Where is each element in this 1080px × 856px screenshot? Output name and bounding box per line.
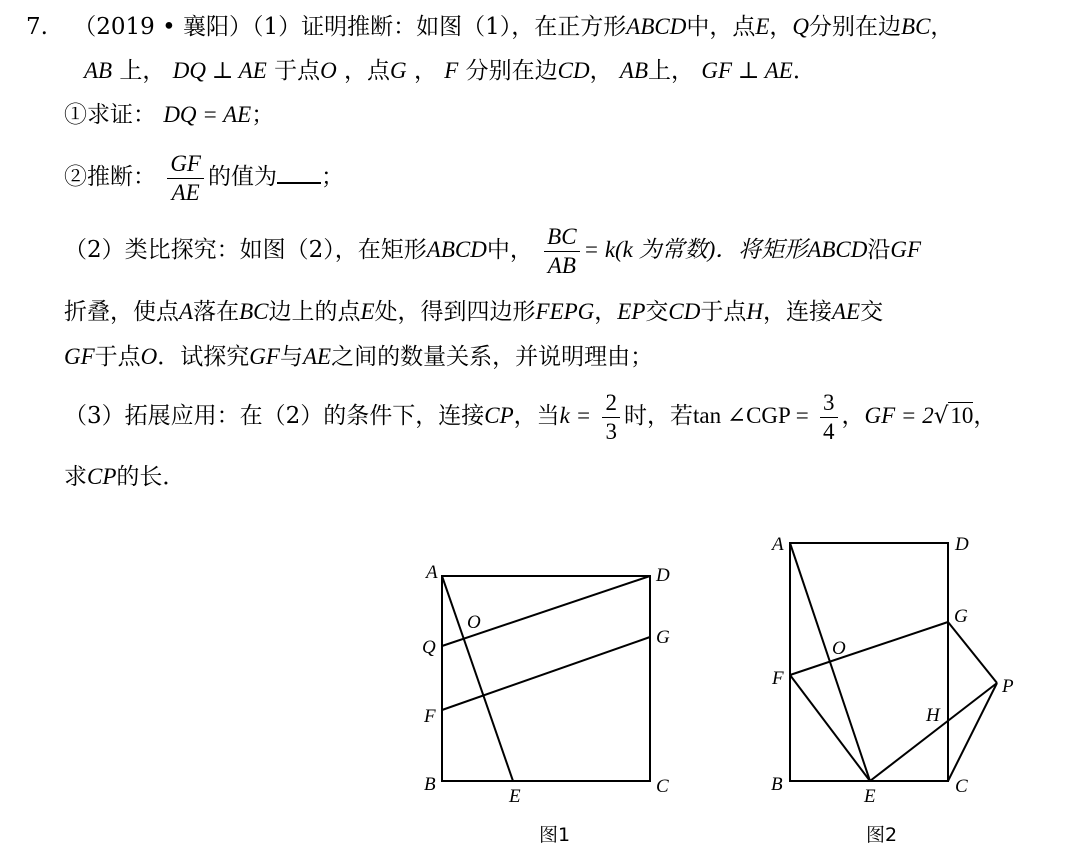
- text: 于点: [94, 344, 141, 370]
- text: 中，点: [686, 14, 756, 40]
- text: ；: [251, 102, 275, 128]
- k-eq: k =: [559, 403, 592, 428]
- q2-text: 的值为: [207, 164, 277, 190]
- part3-intro: （3）拓展应用：在（2）的条件下，连接: [64, 403, 485, 429]
- fig1-label-d: D: [656, 565, 670, 586]
- fig2-label-p: P: [1002, 676, 1014, 697]
- text-gf: GF: [64, 344, 95, 369]
- fig2-line-gp: [948, 622, 997, 683]
- text-ab: AB: [84, 58, 113, 83]
- fig2-line-fe: [790, 675, 870, 781]
- text: 处，得到四边形: [374, 299, 536, 325]
- text-bc: BC: [239, 299, 269, 324]
- text: 上，: [119, 58, 166, 84]
- text: ，: [841, 403, 865, 429]
- k-denominator: 3: [605, 418, 617, 444]
- text-abcd: ABCD: [426, 237, 487, 262]
- text: 之间的数量关系，并说明理由；: [331, 344, 654, 370]
- text: ．试探究: [157, 344, 250, 370]
- text: 分别在边: [465, 58, 558, 84]
- text: ，: [413, 58, 437, 84]
- q1-expr: DQ = AE: [163, 102, 252, 127]
- fig2-label-b: B: [771, 774, 783, 795]
- text-abcd: ABCD: [626, 14, 687, 39]
- text-cp: CP: [484, 403, 514, 428]
- text-ep: EP: [617, 299, 646, 324]
- text: ，连接: [762, 299, 832, 325]
- fig1-label-f: F: [424, 706, 436, 727]
- sqrt-value: 10: [950, 403, 974, 428]
- text-q: Q: [792, 14, 810, 39]
- text-o: O: [320, 58, 337, 83]
- fig1-label-g: G: [656, 627, 670, 648]
- q2-label: ②推断：: [64, 164, 156, 190]
- text: 沿: [867, 237, 891, 263]
- fig1-label-o: O: [467, 612, 481, 633]
- fig1-label-a: A: [426, 562, 438, 583]
- tan-numerator: 3: [820, 389, 838, 418]
- q2-numerator: GF: [167, 150, 204, 179]
- fig1-label-b: B: [424, 774, 436, 795]
- sqrt-sign: √: [933, 403, 949, 429]
- figure-2-caption: 图2: [866, 824, 898, 846]
- text: 落在: [193, 299, 240, 325]
- text: ，: [769, 14, 793, 40]
- text-e: E: [360, 299, 375, 324]
- fig1-label-q: Q: [422, 637, 436, 658]
- part2-k-text: = k(k 为常数)．将矩形: [583, 237, 808, 262]
- text: 折叠，使点: [64, 299, 179, 325]
- fig2-line-cp: [948, 683, 997, 781]
- text-gf: GF: [890, 237, 922, 262]
- fig2-label-o: O: [832, 638, 846, 659]
- text-g: G: [390, 58, 407, 83]
- text-dq-perp-ae: DQ ⊥ AE: [172, 58, 267, 83]
- part1-intro: （1）证明推断：如图（1），在正方形: [252, 14, 627, 40]
- text: 于点: [700, 299, 747, 325]
- text-e: E: [755, 14, 770, 39]
- text: 交: [645, 299, 669, 325]
- text-fepg: FEPG: [535, 299, 595, 324]
- text: ，: [589, 58, 613, 84]
- text-ab: AB: [619, 58, 649, 83]
- part2-intro: （2）类比探究：如图（2），在矩形: [64, 237, 427, 263]
- fig2-label-h: H: [926, 705, 940, 726]
- figure-1-caption: 图1: [539, 824, 571, 846]
- text-f: F: [444, 58, 459, 83]
- text: 边上的点: [268, 299, 361, 325]
- text-cd: CD: [668, 299, 701, 324]
- text: ，: [594, 299, 618, 325]
- text-abcd: ABCD: [807, 237, 868, 262]
- text-h: H: [746, 299, 763, 324]
- tan-denominator: 4: [823, 418, 835, 444]
- text: 分别在边: [809, 14, 902, 40]
- tan-expr: tan ∠CGP =: [692, 403, 809, 428]
- text: 求: [64, 464, 87, 490]
- fig2-line-gf: [790, 622, 948, 675]
- text-bc: BC: [901, 14, 931, 39]
- text: 时，若: [623, 403, 693, 429]
- text: ，点: [344, 58, 391, 84]
- fig2-label-c: C: [955, 776, 968, 797]
- fig2-label-f: F: [772, 668, 784, 689]
- text: 的长．: [116, 464, 186, 490]
- k-numerator: 2: [602, 389, 620, 418]
- text-ae: AE: [831, 299, 861, 324]
- text: ，: [973, 403, 997, 429]
- problem-number: 7.: [26, 14, 48, 40]
- text: ．: [792, 58, 816, 84]
- text: 中，: [486, 237, 533, 263]
- text-gf-perp-ae: GF ⊥ AE: [701, 58, 793, 83]
- text-gf: GF: [249, 344, 280, 369]
- fig2-rectangle: [790, 543, 948, 781]
- fig1-label-e: E: [509, 786, 521, 807]
- text: ，当: [513, 403, 560, 429]
- q1-label: ①求证：: [64, 102, 156, 128]
- gf-eq: GF = 2: [864, 403, 934, 428]
- part2-numerator: BC: [544, 223, 579, 252]
- text: 上，: [648, 58, 695, 84]
- fig2-label-e: E: [864, 786, 876, 807]
- fig2-label-d: D: [955, 534, 969, 555]
- text: ；: [320, 164, 344, 190]
- text: 交: [860, 299, 884, 325]
- text: 于点: [274, 58, 321, 84]
- fig2-label-g: G: [954, 606, 968, 627]
- text: ，: [930, 14, 954, 40]
- text-o: O: [140, 344, 158, 369]
- problem-source: （2019 • 襄阳）: [73, 14, 252, 40]
- text-cd: CD: [557, 58, 590, 83]
- text-ae: AE: [302, 344, 332, 369]
- fig2-line-ep: [870, 683, 997, 781]
- q2-denominator: AE: [171, 179, 200, 205]
- text: 与: [279, 344, 303, 370]
- part2-denominator: AB: [547, 252, 576, 278]
- fig2-label-a: A: [772, 534, 784, 555]
- text-a: A: [179, 299, 194, 324]
- fig1-label-c: C: [656, 776, 669, 797]
- text-cp: CP: [87, 464, 117, 489]
